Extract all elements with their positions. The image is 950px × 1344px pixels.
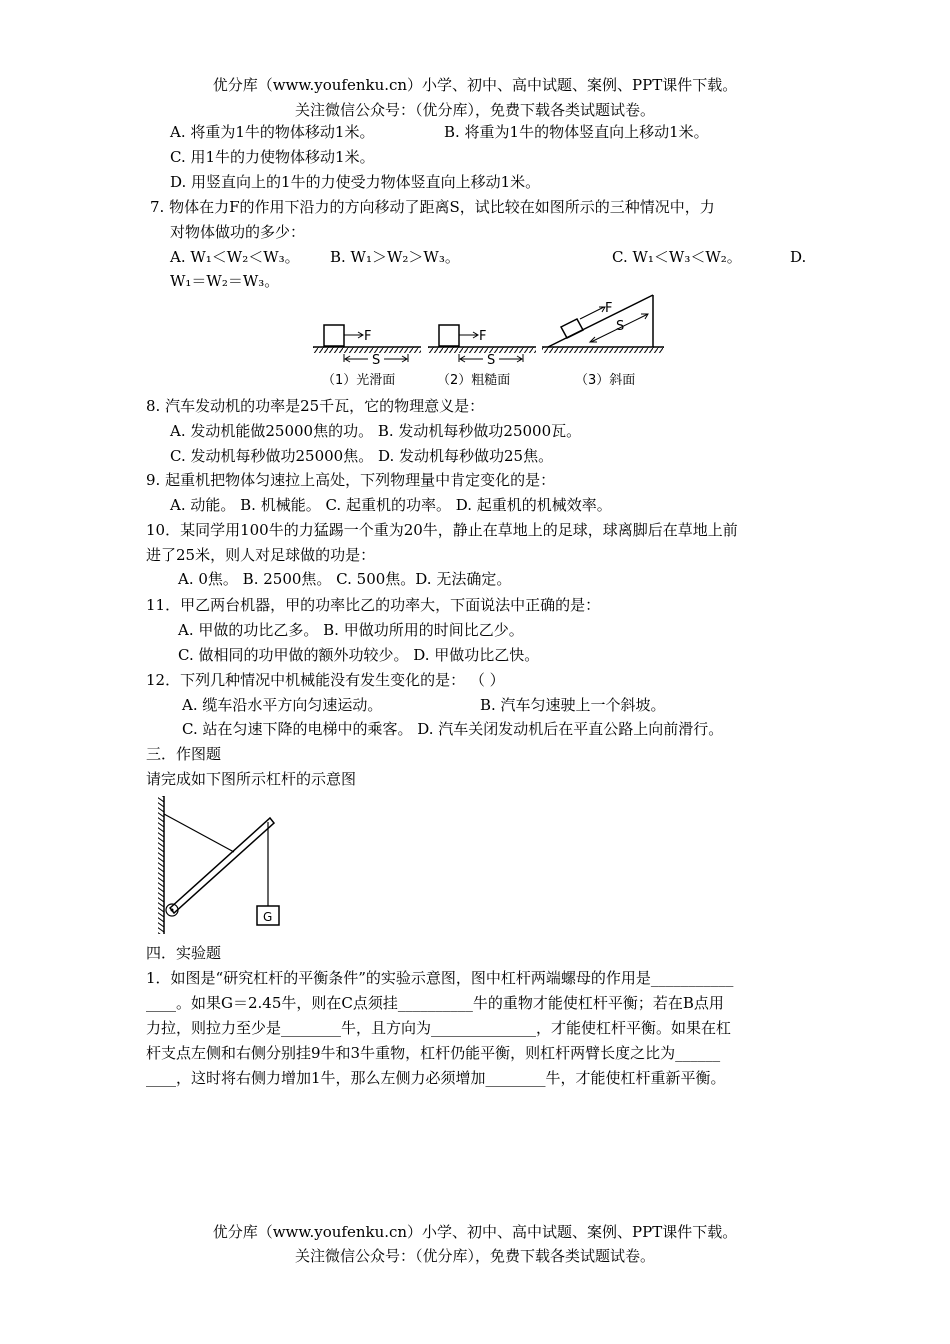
q7-stem-line-2: 对物体做功的多少： (170, 223, 306, 241)
q6-option-d: D. 用竖直向上的1牛的力使受力物体竖直向上移动1米。 (170, 173, 541, 191)
q8-options-cd: C. 发动机每秒做功25000焦。 D. 发动机每秒做功25焦。 (170, 447, 554, 465)
q11-options-cd: C. 做相同的功甲做的额外功较少。 D. 甲做功比乙快。 (178, 646, 540, 664)
q7-surfaces-figure (308, 292, 670, 390)
q11-options-ab: A. 甲做的功比乙多。 B. 甲做功所用的时间比乙少。 (178, 621, 524, 639)
q12-stem: 12．下列几种情况中机械能没有发生变化的是： （ ） (146, 671, 505, 689)
caption-smooth: （1）光滑面 (322, 373, 396, 388)
section-4-title: 四．实验题 (146, 944, 222, 962)
q7-option-a: A. W₁＜W₂＜W₃。 (170, 248, 300, 266)
footer-line-1: 优分库（www.youfenku.cn）小学、初中、高中试题、案例、PPT课件下载。 (212, 1223, 738, 1241)
q12-option-b: B. 汽车匀速驶上一个斜坡。 (480, 696, 666, 714)
section-4-q1-line-5: ____，这时将右侧力增加1牛，那么左侧力必须增加________牛，才能使杠杆重新平衡。 (146, 1069, 726, 1087)
wall (158, 796, 164, 934)
q6-option-a: A. 将重为1牛的物体移动1米。 (170, 123, 375, 141)
section-3-title: 三．作图题 (146, 745, 222, 763)
lever-figure (150, 792, 290, 937)
q11-stem: 11．甲乙两台机器，甲的功率比乙的功率大，下面说法中正确的是： (146, 596, 601, 614)
rope (164, 814, 234, 852)
q8-stem: 8. 汽车发动机的功率是25千瓦，它的物理意义是： (146, 397, 485, 415)
q12-options-cd: C. 站在匀速下降的电梯中的乘客。 D. 汽车关闭发动机后在平直公路上向前滑行。 (182, 720, 724, 738)
q9-stem: 9. 起重机把物体匀速拉上高处，下列物理量中肯定变化的是： (146, 471, 556, 489)
q9-options: A. 动能。 B. 机械能。 C. 起重机的功率。 D. 起重机的机械效率。 (170, 496, 612, 514)
section-3-instruction: 请完成如下图所示杠杆的示意图 (146, 770, 357, 788)
section-4-q1-line-1: 1．如图是“研究杠杆的平衡条件”的实验示意图，图中杠杆两端螺母的作用是___________ (146, 969, 734, 987)
incline-diagram (542, 295, 664, 388)
q6-option-c: C. 用1牛的力使物体移动1米。 (170, 148, 375, 166)
q10-stem-line-2: 进了25米，则人对足球做的功是： (146, 546, 376, 564)
section-4-q1-line-2: ____。如果G＝2.45牛，则在C点须挂__________牛的重物才能使杠杆平衡；若在B点用 (146, 994, 724, 1012)
distance-label-1: S (372, 353, 381, 368)
section-4-q1-line-3: 力拉，则拉力至少是________牛，且方向为______________，才能使杠杆平衡。如果在杠 (146, 1019, 732, 1037)
q12-option-a: A. 缆车沿水平方向匀速运动。 (182, 696, 383, 714)
force-label-2: F (479, 329, 487, 344)
lever-bar (170, 818, 274, 913)
q7-option-d-label: D. (790, 248, 807, 266)
q7-option-c: C. W₁＜W₃＜W₂。 (612, 248, 742, 266)
force-label-3: F (605, 301, 613, 316)
distance-label-2: S (487, 353, 496, 368)
q7-option-d: W₁＝W₂＝W₃。 (170, 272, 280, 290)
distance-label-3: S (616, 319, 625, 334)
footer-line-2: 关注微信公众号：（优分库），免费下载各类试题试卷。 (294, 1247, 655, 1265)
smooth-surface-diagram (313, 325, 421, 388)
q10-stem-line-1: 10．某同学用100牛的力猛踢一个重为20牛，静止在草地上的足球，球离脚后在草地上前 (146, 521, 738, 539)
q8-options-ab: A. 发动机能做25000焦的功。 B. 发动机每秒做功25000瓦。 (170, 422, 582, 440)
force-label-1: F (364, 329, 372, 344)
q7-option-b: B. W₁＞W₂＞W₃。 (330, 248, 460, 266)
header-line-2: 关注微信公众号：（优分库），免费下载各类试题试卷。 (294, 101, 655, 119)
rough-surface-diagram (428, 325, 536, 388)
q7-stem-line-1: 7. 物体在力F的作用下沿力的方向移动了距离S，试比较在如图所示的三种情况中，力 (150, 198, 715, 216)
header-line-1: 优分库（www.youfenku.cn）小学、初中、高中试题、案例、PPT课件下载。 (212, 76, 738, 94)
caption-rough: （2）粗糙面 (437, 373, 511, 388)
caption-incline: （3）斜面 (575, 373, 636, 388)
q10-options: A. 0焦。 B. 2500焦。 C. 500焦。D. 无法确定。 (178, 570, 512, 588)
weight-label: G (263, 910, 273, 924)
section-4-q1-line-4: 杆支点左侧和右侧分别挂9牛和3牛重物，杠杆仍能平衡，则杠杆两臂长度之比为______ (146, 1044, 721, 1062)
q6-option-b: B. 将重为1牛的物体竖直向上移动1米。 (444, 123, 709, 141)
